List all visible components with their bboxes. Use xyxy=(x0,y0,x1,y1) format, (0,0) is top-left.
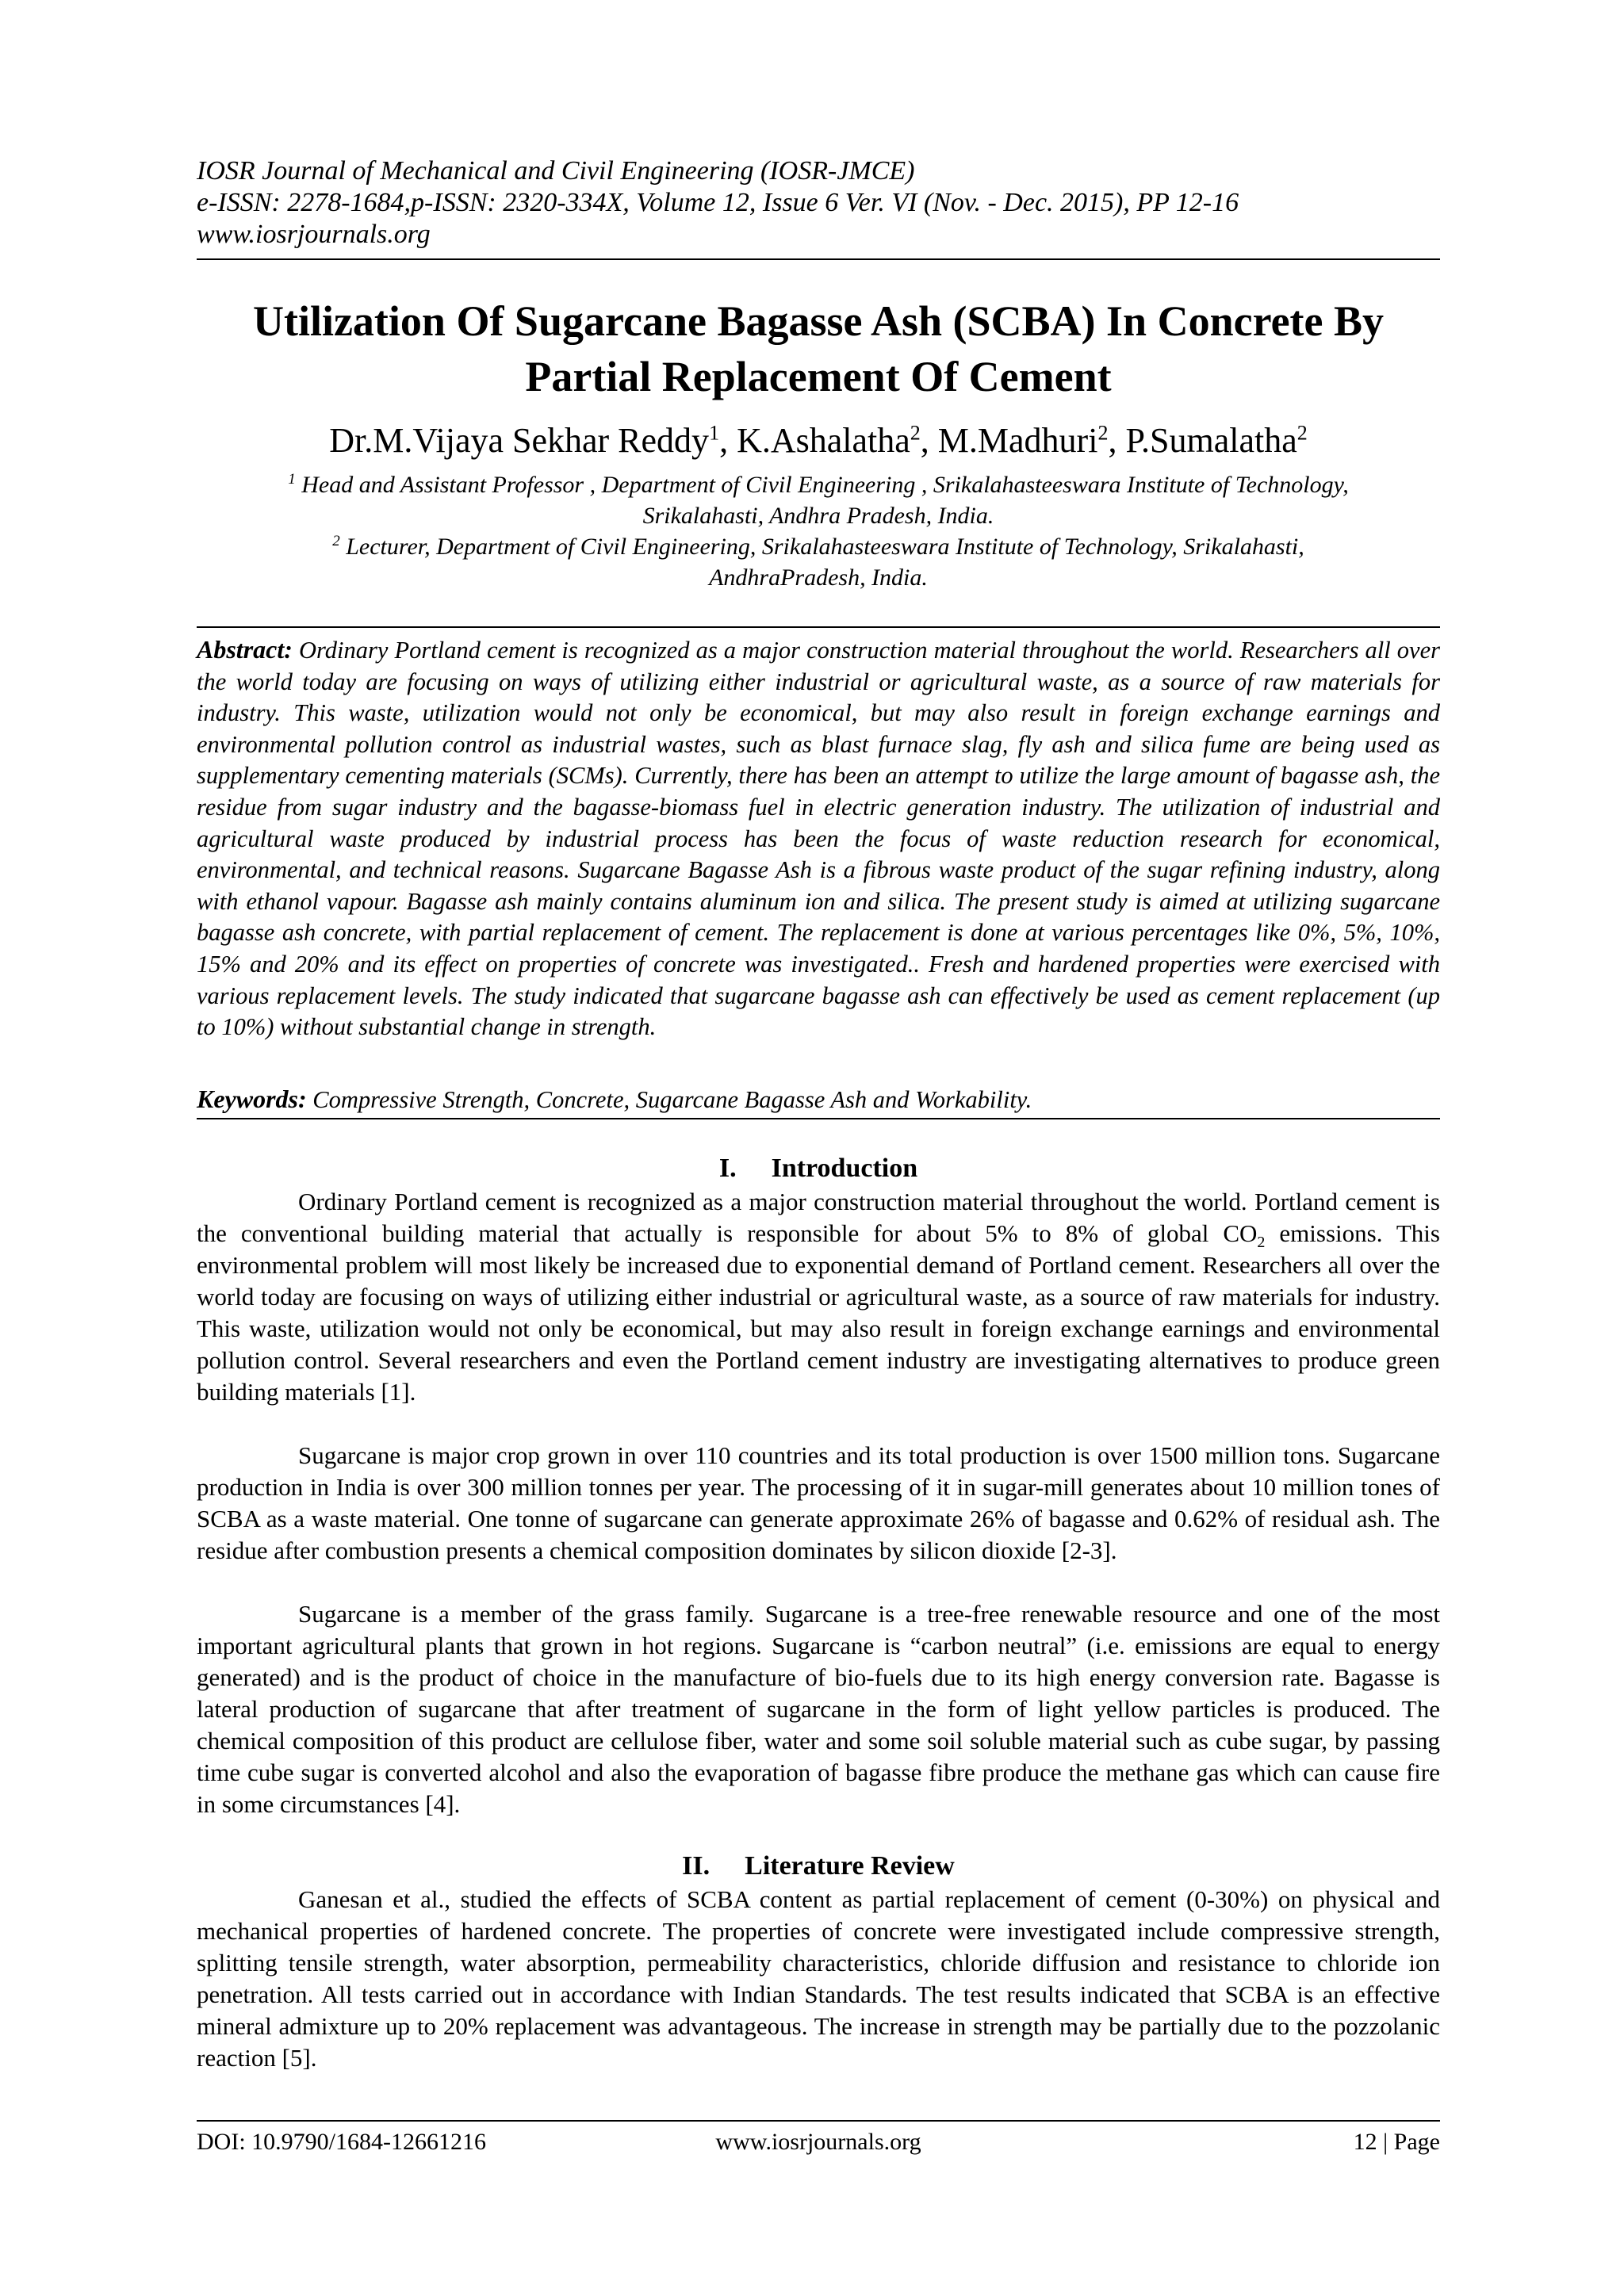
author-name: Dr.M.Vijaya Sekhar Reddy xyxy=(329,421,710,460)
affiliation-1-cont: Srikalahasti, Andhra Pradesh, India. xyxy=(642,503,994,529)
journal-name: IOSR Journal of Mechanical and Civil Engineering (IOSR-JMCE) xyxy=(197,156,915,186)
intro-paragraph-3 xyxy=(197,1598,1440,1820)
title-line-2: Partial Replacement Of Cement xyxy=(525,353,1112,400)
page-footer xyxy=(197,2128,1440,2156)
keywords xyxy=(197,1083,1440,1115)
author-separator: , xyxy=(719,421,737,460)
affiliation-2 xyxy=(197,531,1440,562)
author-separator: , xyxy=(1108,421,1126,460)
paragraph-text: Sugarcane is major crop grown in over 110 countries and its total production is over 1500 million tons. Sugarcane production in India is over 300 million tonnes per year. The processing of it in sugar-mill generates about 10 million tones of SCBA as a waste material. One tonne of sugarcane can generate approximate 26% of bagasse and 0.62% of residual ash. The residue after combustion presents a chemical composition dominates by silicon dioxide [2-3]. xyxy=(197,1441,1440,1564)
journal-website: www.iosrjournals.org xyxy=(197,220,431,249)
author-sup: 1 xyxy=(709,421,720,445)
header-rule xyxy=(197,258,1440,260)
footer-website: www.iosrjournals.org xyxy=(715,2129,921,2155)
abstract-text: Ordinary Portland cement is recognized as a major construction material throughout the world. Researchers all over the world today are focusing on ways of utilizing either industrial or agricultural waste, as a source of raw materials for industry. This waste, utilization would not only be economical, but may also result in foreign exchange earnings and environmental pollution control as industrial wastes, such as blast furnace slag, fly ash and silica fume are being used as supplementary cementing materials (SCMs). Currently, there has been an attempt to utilize the large amount of bagasse ash, the residue from sugar industry and the bagasse-biomass fuel in electric generation industry. The utilization of industrial and agricultural waste produced by industrial process has been the focus of waste reduction research for economical, environmental, and technical reasons. Sugarcane Bagasse Ash is a fibrous waste product of the sugar refining industry, along with ethanol vapour. Bagasse ash mainly contains aluminum ion and silica. The present study is aimed at utilizing sugarcane bagasse ash concrete, with partial replacement of cement. The replacement is done at various percentages like 0%, 5%, 10%, 15% and 20% and its effect on properties of concrete was investigated.. Fresh and hardened properties were exercised with various replacement levels. The study indicated that sugarcane bagasse ash can effectively be used as cement replacement (up to 10%) without substantial change in strength. xyxy=(197,637,1440,1041)
author-name: K.Ashalatha xyxy=(737,421,910,460)
section-title: Literature Review xyxy=(745,1851,955,1881)
abstract xyxy=(197,634,1440,1043)
literature-paragraph-1 xyxy=(197,1884,1440,2074)
author-sup: 2 xyxy=(1097,421,1109,445)
author-sup: 2 xyxy=(910,421,921,445)
section-heading-introduction xyxy=(197,1153,1440,1184)
subscript: 2 xyxy=(1257,1234,1266,1252)
journal-issn: e-ISSN: 2278-1684,p-ISSN: 2320-334X, Volume 12, Issue 6 Ver. VI (Nov. - Dec. 2015), PP 12-16 xyxy=(197,188,1239,217)
author-separator: , xyxy=(920,421,938,460)
abstract-bottom-rule xyxy=(197,1118,1440,1119)
paragraph-text: Ordinary Portland cement is recognized as a major construction material throughout the world. Portland cement is the conventional building material that actually is responsible for about 5% to 8% of global CO xyxy=(197,1188,1440,1247)
section-heading-literature-review xyxy=(197,1850,1440,1882)
paragraph-text: Sugarcane is a member of the grass family. Sugarcane is a tree-free renewable resource and one of the most important agricultural plants that grown in hot regions. Sugarcane is “carbon neutral” (i.e. emissions are equal to energy generated) and is the product of choice in the manufacture of bio-fuels due to its high energy conversion rate. Bagasse is lateral production of sugarcane that after treatment of sugarcane in the form of light yellow particles is produced. The chemical composition of this product are cellulose fiber, water and some soil soluble material such as cube sugar, by passing time cube sugar is converted alcohol and also the evaporation of bagasse fibre produce the methane gas which can cause fire in some circumstances [4]. xyxy=(197,1600,1440,1818)
affiliations xyxy=(197,469,1440,593)
journal-header xyxy=(197,155,1440,251)
section-number: I. xyxy=(718,1154,737,1183)
footer-doi: DOI: 10.9790/1684-12661216 xyxy=(197,2129,486,2155)
affiliation-text: Head and Assistant Professor , Department of Civil Engineering , Srikalahasteeswara Institute of Technology, xyxy=(295,472,1349,498)
author-name: P.Sumalatha xyxy=(1125,421,1297,460)
paragraph-text: emissions. This environmental problem will most likely be increased due to exponential demand of Portland cement. Researchers all over the world today are focusing on ways of utilizing either industrial or agricultural waste, as a source of raw materials for industry. This waste, utilization would not only be economical, but may also result in foreign exchange earnings and environmental pollution control. Several researchers and even the Portland cement industry are investigating alternatives to produce green building materials [1]. xyxy=(197,1219,1440,1406)
title-line-1: Utilization Of Sugarcane Bagasse Ash (SCBA) In Concrete By xyxy=(252,297,1385,345)
section-number: II. xyxy=(682,1851,710,1881)
paragraph-text: Ganesan et al., studied the effects of SCBA content as partial replacement of cement (0-30%) on physical and mechanical properties of hardened concrete. The properties of concrete were investigated include compressive strength, splitting tensile strength, water absorption, permeability characteristics, chloride diffusion and resistance to chloride ion penetration. All tests carried out in accordance with Indian Standards. The test results indicated that SCBA is an effective mineral admixture up to 20% replacement was advantageous. The increase in strength may be partially due to the pozzolanic reaction [5]. xyxy=(197,1885,1440,2072)
affiliation-2-cont: AndhraPradesh, India. xyxy=(709,564,928,591)
paper-title xyxy=(197,293,1440,404)
affiliation-1 xyxy=(197,469,1440,500)
keywords-text: Compressive Strength, Concrete, Sugarcane Bagasse Ash and Workability. xyxy=(312,1086,1032,1113)
author-name: M.Madhuri xyxy=(937,421,1098,460)
abstract-label: Abstract: xyxy=(197,635,293,664)
section-title: Introduction xyxy=(771,1154,918,1183)
author-list xyxy=(197,419,1440,463)
affiliation-sup: 1 xyxy=(288,471,296,488)
intro-paragraph-2 xyxy=(197,1440,1440,1567)
abstract-top-rule xyxy=(197,626,1440,628)
intro-paragraph-1 xyxy=(197,1186,1440,1408)
affiliation-text: Lecturer, Department of Civil Engineering, Srikalahasteeswara Institute of Technology, Srikalahasti, xyxy=(339,534,1304,560)
footer-page-number: 12 | Page xyxy=(1353,2129,1440,2155)
keywords-label: Keywords: xyxy=(197,1085,307,1113)
footer-rule xyxy=(197,2120,1440,2122)
author-sup: 2 xyxy=(1297,421,1308,445)
affiliation-sup: 2 xyxy=(332,533,340,549)
